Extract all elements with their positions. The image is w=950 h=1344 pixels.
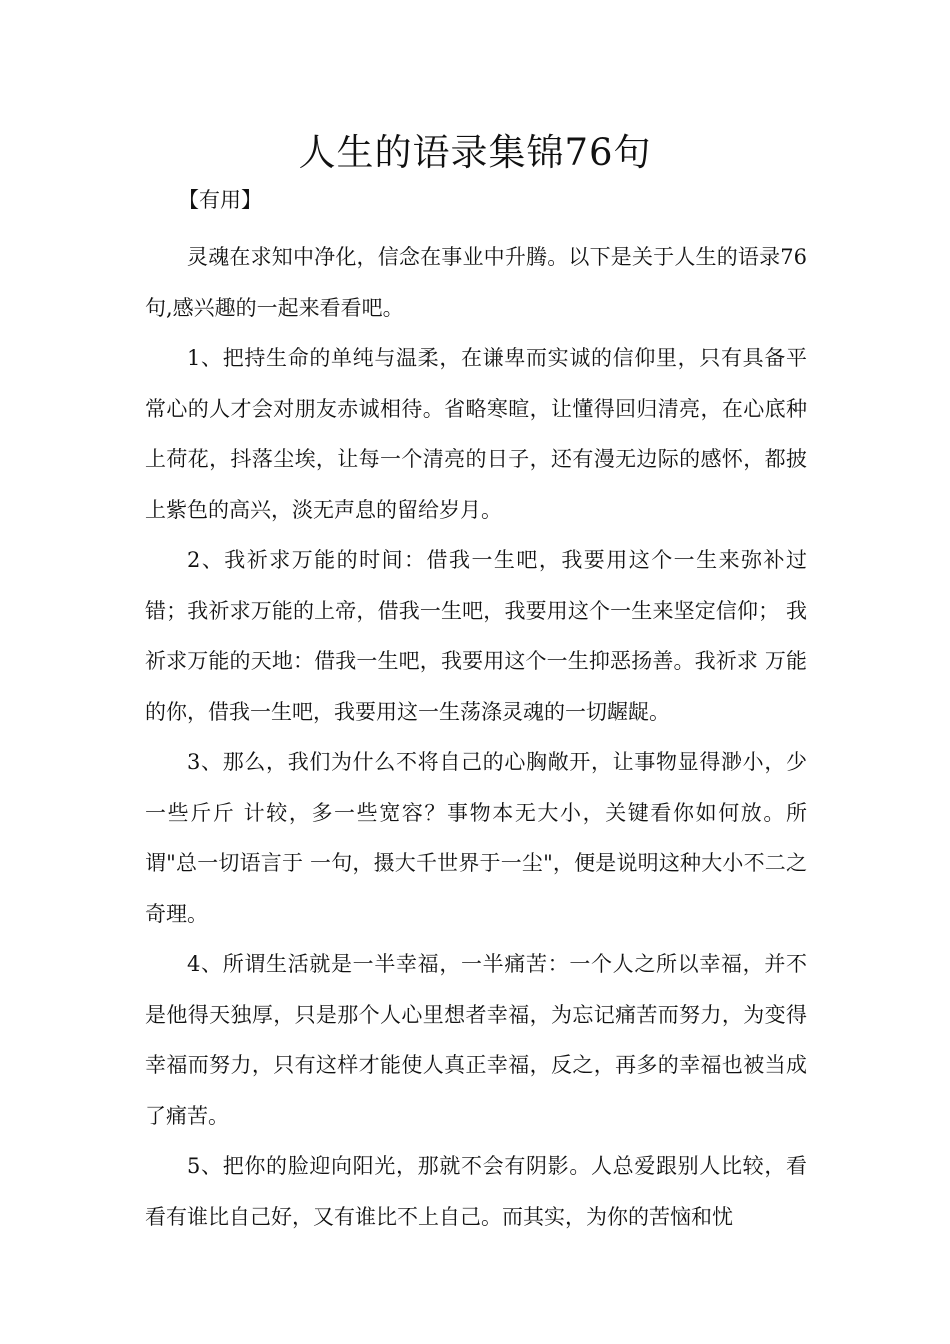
quote-paragraph-3: 3、那么，我们为什么不将自己的心胸敞开，让事物显得渺小，少一些斤斤 计较，多一些宽容？事物本无大小，关键看你如何放。所谓"总一切语言于 一句，摄大千世界于一尘"，便是说明这种大小不二之奇理。 (145, 750, 807, 926)
intro-paragraph: 灵魂在求知中净化，信念在事业中升腾。以下是关于人生的语录76句,感兴趣的一起来看看吧。 (145, 245, 807, 320)
document-tag: 【有用】 (178, 188, 262, 212)
quote-paragraph-1: 1、把持生命的单纯与温柔，在谦卑而实诚的信仰里，只有具备平常心的人才会对朋友赤诚相待。省略寒暄，让懂得回归清亮，在心底种上荷花，抖落尘埃，让每一个清亮的日子，还有漫无边际的感怀，都披上紫色的高兴，淡无声息的留给岁月。 (145, 346, 807, 522)
quote-paragraph-5: 5、把你的脸迎向阳光，那就不会有阴影。人总爱跟别人比较，看看有谁比自己好，又有谁比不上自己。而其实，为你的苦恼和忧 (145, 1154, 807, 1229)
document-body (145, 232, 807, 1242)
document-title: 人生的语录集锦76句 (298, 131, 652, 174)
quote-paragraph-2: 2、我祈求万能的时间：借我一生吧，我要用这个一生来弥补过错；我祈求万能的上帝，借我一生吧，我要用这个一生来坚定信仰； 我祈求万能的天地：借我一生吧，我要用这个一生抑恶扬善。我祈求 万能的你，借我一生吧，我要用这一生荡涤灵魂的一切龌龊。 (145, 548, 807, 724)
quote-paragraph-4: 4、所谓生活就是一半幸福，一半痛苦：一个人之所以幸福，并不是他得天独厚，只是那个人心里想者幸福，为忘记痛苦而努力，为变得幸福而努力，只有这样才能使人真正幸福，反之，再多的幸福也被当成了痛苦。 (145, 952, 807, 1128)
